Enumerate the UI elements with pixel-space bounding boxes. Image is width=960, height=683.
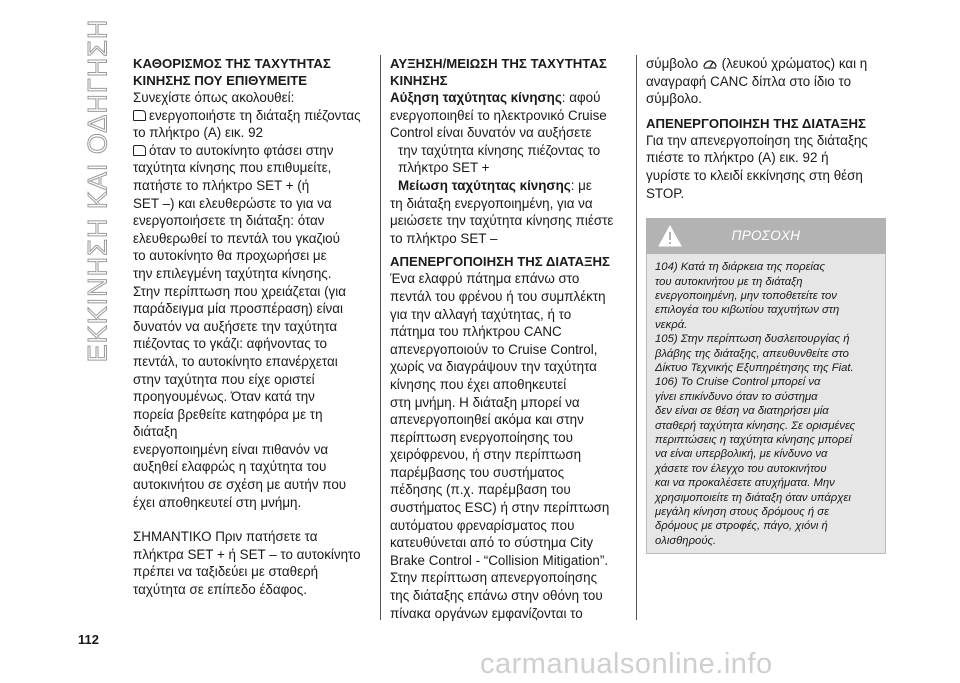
important-note-line: πρέπει να ταξιδεύει με σταθερή	[133, 564, 319, 580]
section-heading: ΑΥΞΗΣΗ/ΜΕΙΩΣΗ ΤΗΣ ΤΑΧΥΤΗΤΑΣ	[390, 56, 607, 71]
paragraph-line: πέδησης (π.χ. παρέμβαση του	[390, 482, 571, 498]
bullet-item: ενεργοποιήστε τη διάταξη πιέζοντας	[133, 107, 369, 125]
warning-line: δρόμους με στροφές, πάγο, χιόνι ή	[655, 520, 828, 533]
page-number: 112	[78, 632, 99, 647]
paragraph-line: την ταχύτητα κίνησης πιέζοντας το	[398, 142, 601, 158]
paragraph-line: γυρίστε το κλειδί εκκίνησης στη θέση	[646, 167, 863, 183]
warning-line: και να προκαλέσετε ατυχήματα. Μην	[655, 477, 835, 490]
warning-body	[646, 254, 886, 554]
paragraph-line: Στην περίπτωση απενεργοποίησης	[390, 570, 598, 586]
warning-line: 104) Κατά τη διάρκεια της πορείας	[655, 261, 825, 274]
paragraph-line: χωρίς να διαγράψουν την ταχύτητα	[390, 359, 597, 375]
paragraph-line: πλήκτρο SET +	[398, 160, 490, 176]
paragraph-line: πεντάλ, το αυτοκίνητο επανέρχεται	[133, 353, 338, 369]
paragraph-line: Συνεχίστε όπως ακολουθεί:	[133, 90, 295, 105]
paragraph-line: αναγραφή CANC δίπλα στο ίδιο το	[646, 73, 852, 89]
section-heading: ΚΙΝΗΣΗΣ ΠΟΥ ΕΠΙΘΥΜΕΙΤΕ	[133, 73, 308, 88]
warning-line: ολισθηρούς.	[655, 534, 717, 547]
warning-header	[646, 218, 886, 254]
column-divider	[636, 55, 637, 620]
paragraph-line: πεντάλ του φρένου ή του συμπλέκτη	[390, 288, 606, 304]
paragraph-line: δυνατόν να αυξήσετε την ταχύτητα	[133, 318, 338, 334]
paragraph-line: μειώσετε την ταχύτητα κίνησης πιέστε	[390, 213, 614, 229]
paragraph-line: Control είναι δυνατόν να αυξήσετε	[390, 125, 592, 141]
cruise-control-icon	[702, 57, 718, 69]
paragraph-line: κίνησης που έχει αποθηκευτεί	[390, 376, 567, 392]
paragraph-line: περίπτωση ενεργοποίησης του	[390, 429, 573, 445]
watermark: carmanualsonline.info	[480, 648, 773, 680]
warning-line: δεν είναι σε θέση να διατηρήσει μία	[655, 405, 829, 418]
warning-line: Δίκτυο Τεχνικής Εξυπηρέτησης της Fiat.	[655, 362, 854, 374]
paragraph-line: απενεργοποιηθεί ακόμα και στην	[390, 412, 584, 428]
paragraph-line: Ένα ελαφρύ πάτημα επάνω στο	[390, 271, 580, 287]
warning-line: μεγάλη κίνηση στους δρόμους ή σε	[655, 506, 830, 519]
paragraph-line: παράδειγμα μία προσπέραση) είναι	[133, 301, 343, 317]
paragraph-line: το αυτοκίνητο θα προχωρήσει με	[133, 248, 327, 264]
paragraph-line: Στην περίπτωση που χρειάζεται (για	[133, 283, 346, 299]
paragraph-line: αυτοκινήτου σε σχέση με αυτήν που	[133, 477, 347, 493]
column-divider	[380, 55, 381, 620]
warning-line: επιλογέα του κιβωτίου ταχυτήτων στη	[655, 304, 840, 317]
paragraph-line: σύμβολο (λευκού χρώματος) και η	[646, 56, 868, 71]
paragraph-line: σύμβολο.	[646, 91, 702, 107]
section-heading: ΚΑΘΟΡΙΣΜΟΣ ΤΗΣ ΤΑΧΥΤΗΤΑΣ	[133, 56, 331, 71]
car-icon	[133, 110, 146, 121]
paragraph-line: την επιλεγμένη ταχύτητα κίνησης.	[133, 265, 332, 281]
paragraph-line: της διάταξης επάνω στην οθόνη του	[390, 588, 603, 604]
paragraph-line: συστήματος ESC) ή στην περίπτωση	[390, 500, 610, 516]
warning-box	[646, 218, 886, 554]
decrease-label: Μείωση ταχύτητας κίνησης	[398, 177, 571, 193]
chapter-title: ΕΚΚΙΝΗΣΗ ΚΑΙ ΟΔΗΓΗΣΗ	[82, 18, 113, 362]
paragraph-line: ενεργοποιηθεί το ηλεκτρονικό Cruise	[390, 107, 607, 123]
paragraph-line: Αύξηση ταχύτητας κίνησης: αφού	[390, 90, 601, 105]
paragraph-line: ελευθερωθεί το πεντάλ του γκαζιού	[133, 230, 340, 246]
bullet-item: όταν το αυτοκίνητο φτάσει στην	[133, 142, 369, 160]
chapter-side-tab	[78, 18, 118, 362]
warning-line: ενεργοποιημένη, μην τοποθετείτε τον	[655, 289, 837, 302]
car-icon	[133, 145, 146, 156]
paragraph-line: προηγουμένως. Όταν κατά την	[133, 389, 315, 405]
paragraph-line: το πλήκτρο (A) εικ. 92	[133, 125, 263, 141]
warning-line: να είναι υπερβολική, με κίνδυνο να	[655, 448, 828, 461]
paragraph-line: Για την απενεργοποίηση της διάταξης	[646, 132, 868, 148]
warning-line: περιπτώσεις η ταχύτητα κίνησης μπορεί	[655, 434, 852, 447]
paragraph-line: πατήστε το πλήκτρο SET + (ή	[133, 177, 310, 193]
paragraph-line: πιέζοντας το γκάζι: αφήνοντας το	[133, 336, 327, 352]
paragraph-line: χειρόφρενου, ή στην περίπτωση	[390, 447, 582, 463]
paragraph-line: Brake Control - “Collision Mitigation”.	[390, 552, 609, 568]
paragraph-line: SET –) και ελευθερώστε το για να	[133, 195, 332, 211]
paragraph-line: ταχύτητα κίνησης που επιθυμείτε,	[133, 160, 332, 176]
warning-line: 105) Στην περίπτωση δυσλειτουργίας ή	[655, 333, 850, 346]
warning-title: ΠΡΟΣΟΧΗ	[731, 228, 801, 244]
important-note-line: ΣΗΜΑΝΤΙΚΟ Πριν πατήσετε τα	[133, 529, 318, 545]
column-right	[646, 55, 886, 554]
paragraph-line: αυξηθεί ελαφρώς η ταχύτητα του	[133, 459, 327, 475]
paragraph-line: πίνακα οργάνων εμφανίζονται το	[390, 605, 583, 621]
paragraph-line: τη διάταξη ενεργοποιημένη, για να	[390, 195, 593, 211]
warning-line: του αυτοκινήτου με τη διάταξη	[655, 275, 803, 288]
paragraph-line: στην ταχύτητα που είχε οριστεί	[133, 371, 315, 387]
warning-line: γίνει επικίνδυνο όταν το σύστημα	[655, 390, 818, 403]
paragraph-line: πορεία βρεθείτε κατηφόρα με τη διάταξη	[133, 406, 323, 440]
increase-label: Αύξηση ταχύτητας κίνησης	[390, 90, 562, 105]
paragraph-line: ενεργοποιημένη είναι πιθανόν να	[133, 441, 329, 457]
paragraph-line: πιέστε το πλήκτρο (A) εικ. 92 ή	[646, 150, 829, 166]
paragraph-line: πάτημα του πλήκτρου CANC	[390, 324, 562, 340]
paragraph-line: για την αλλαγή ταχύτητας, ή το	[390, 306, 572, 322]
paragraph-line: έχει αποθηκευτεί στη μνήμη.	[133, 494, 302, 510]
paragraph-line: στη μνήμη. Η διάταξη μπορεί να	[390, 394, 580, 410]
section-heading: ΑΠΕΝΕΡΓΟΠΟΙΗΣΗ ΤΗΣ ΔΙΑΤΑΞΗΣ	[390, 254, 610, 270]
warning-line: χρησιμοποιείτε τη διάταξη όταν υπάρχει	[655, 491, 851, 504]
important-note-line: ταχύτητα σε επίπεδο έδαφος.	[133, 582, 307, 598]
warning-line: σταθερή ταχύτητα κίνησης. Σε ορισμένες	[655, 419, 856, 432]
paragraph-line: απενεργοποιούν το Cruise Control,	[390, 341, 598, 357]
warning-line: χάσετε τον έλεγχο του αυτοκινήτου	[655, 462, 827, 475]
paragraph-line: αυτόματου φρεναρίσματος που	[390, 517, 575, 533]
paragraph-line: παρέμβασης του συστήματος	[390, 464, 565, 480]
paragraph-line: ενεργοποιήσετε τη διάταξη: όταν	[133, 213, 325, 229]
column-middle	[390, 55, 626, 622]
paragraph-line: το πλήκτρο SET –	[390, 230, 498, 246]
section-heading: ΚΙΝΗΣΗΣ	[390, 73, 448, 88]
warning-line: βλάβης της διάταξης, απευθυνθείτε στο	[655, 347, 849, 360]
warning-line: 106) Το Cruise Control μπορεί να	[655, 376, 821, 389]
paragraph-line: STOP.	[646, 185, 685, 201]
section-heading: ΑΠΕΝΕΡΓΟΠΟΙΗΣΗ ΤΗΣ ΔΙΑΤΑΞΗΣ	[646, 115, 866, 131]
warning-line: νεκρά.	[655, 318, 688, 331]
paragraph-line: κατευθύνεται από το σύστημα City	[390, 535, 594, 551]
paragraph-line: Μείωση ταχύτητας κίνησης: με	[398, 177, 592, 193]
warning-triangle-icon	[658, 225, 682, 247]
important-note-line: πλήκτρα SET + ή SET – το αυτοκίνητο	[133, 546, 361, 562]
column-left	[133, 55, 369, 599]
